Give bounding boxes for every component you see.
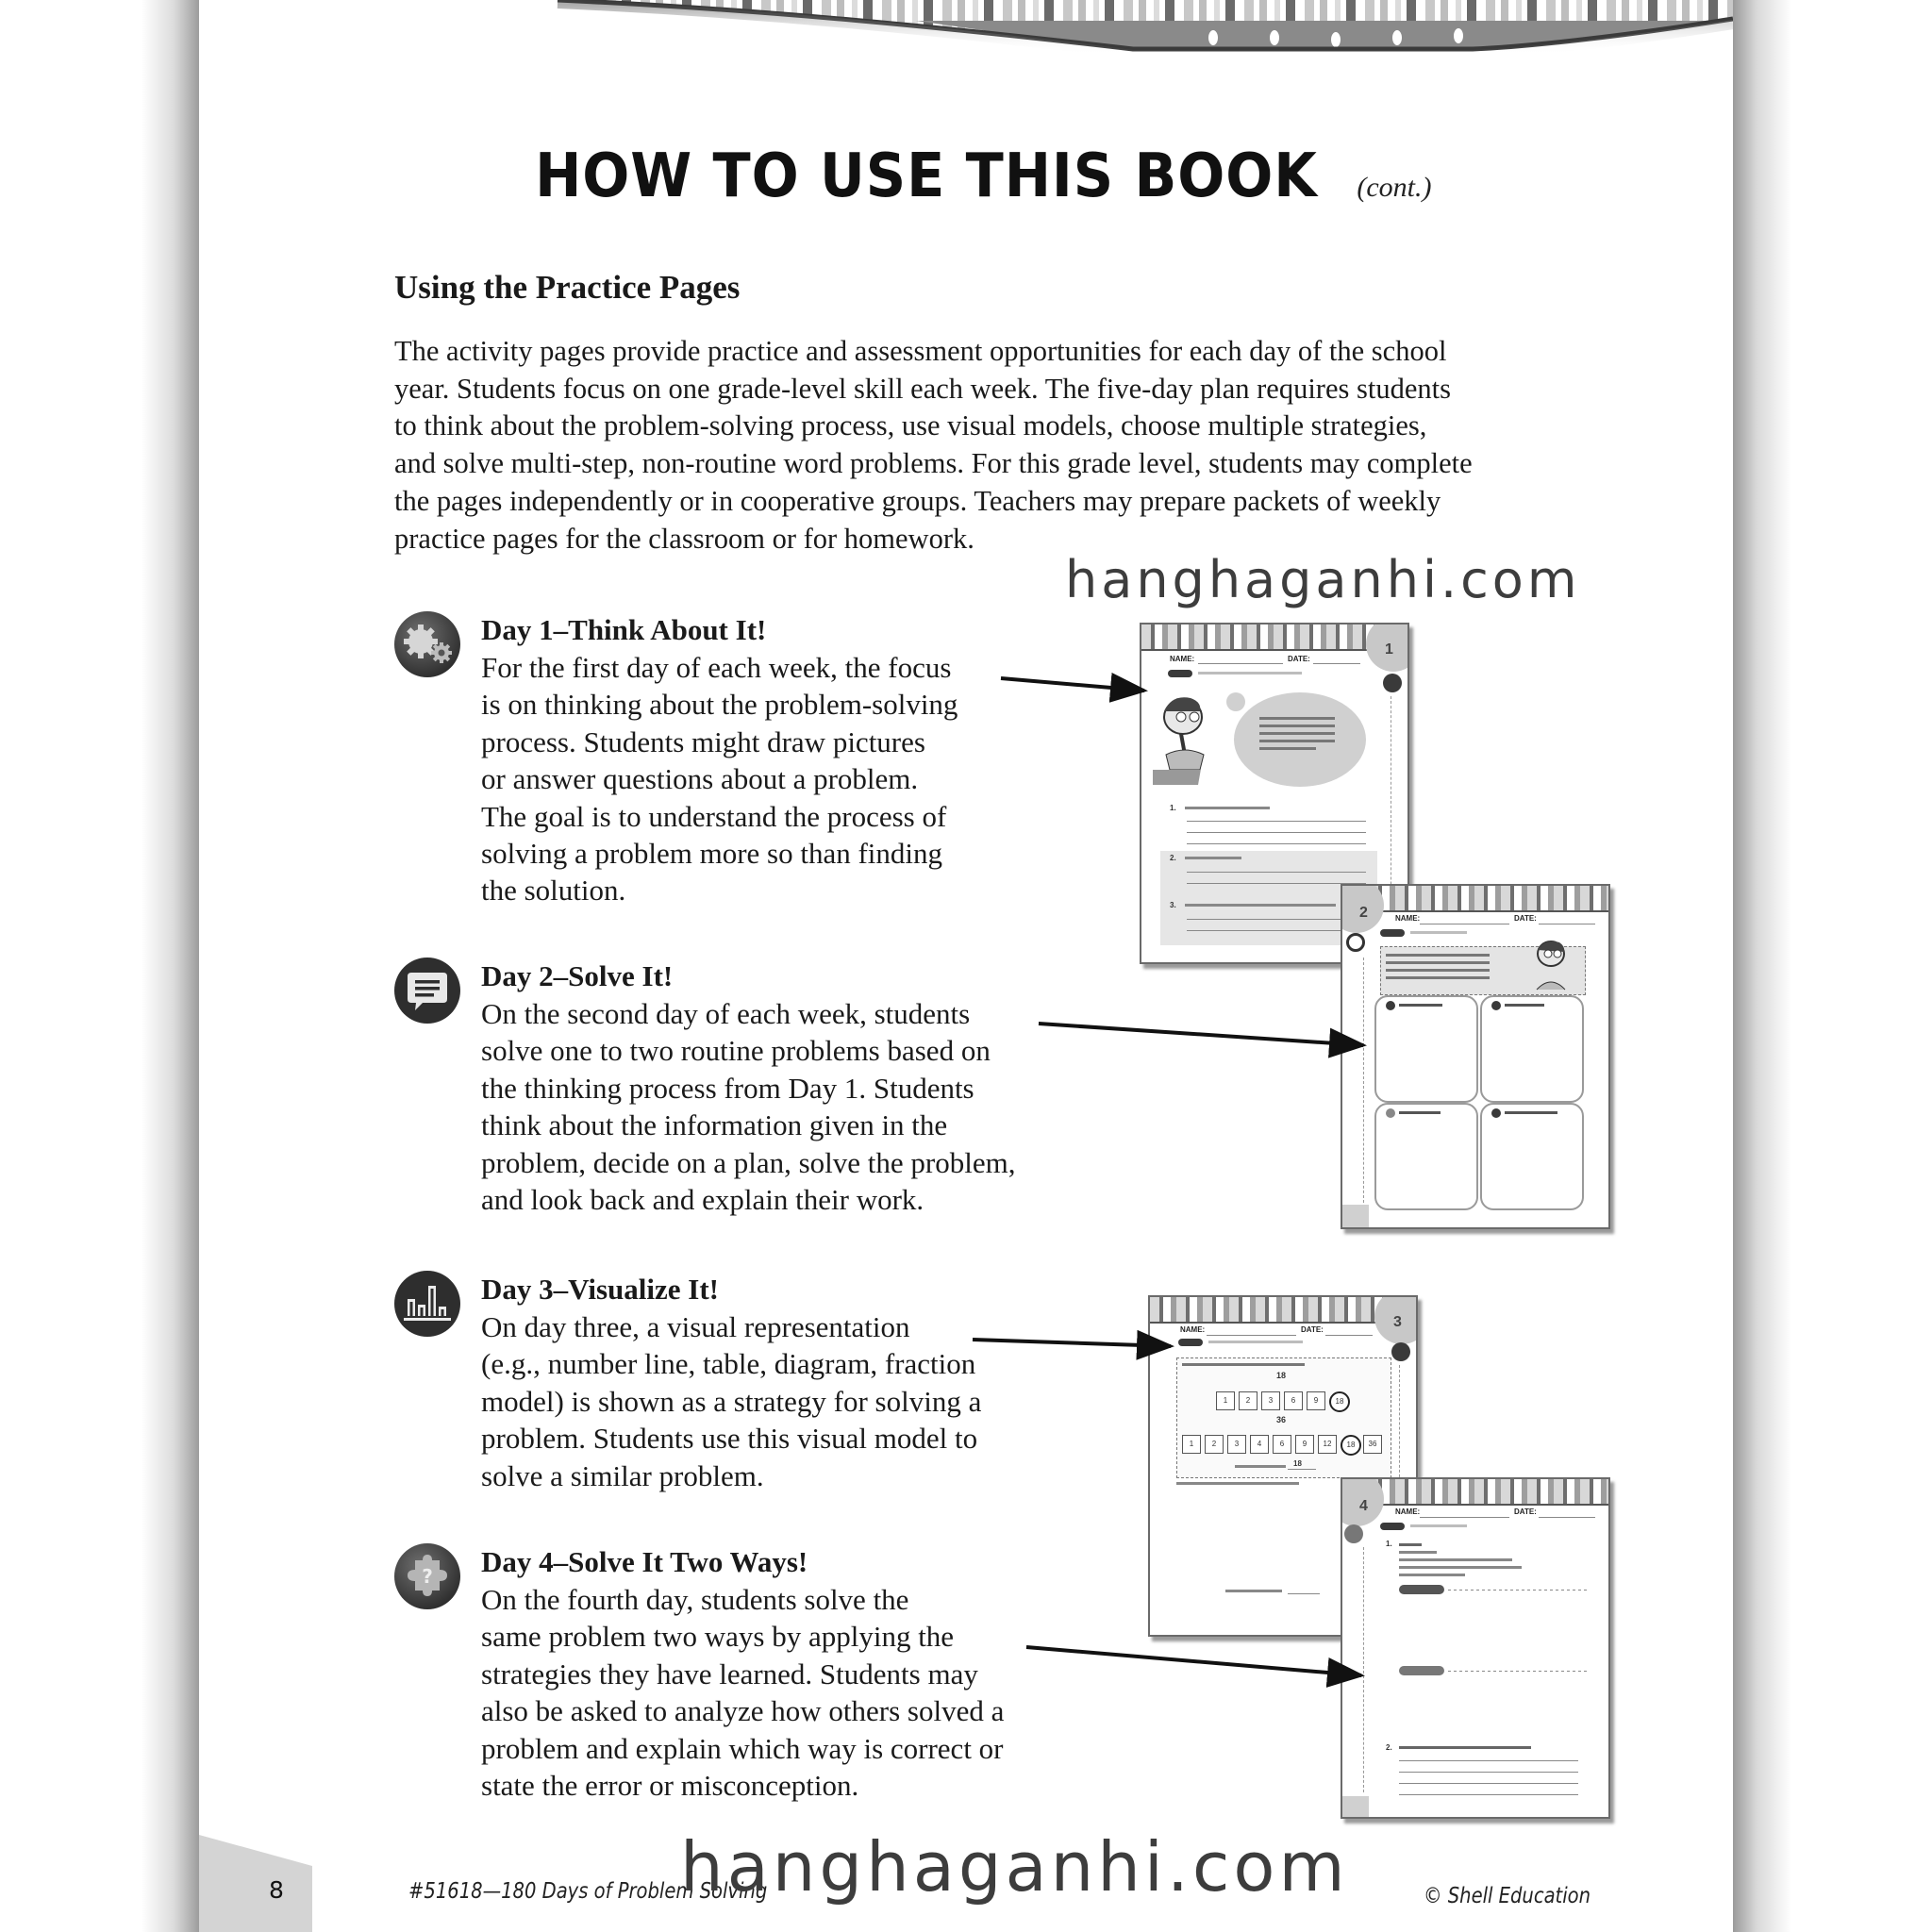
strategy-2-label <box>1399 1666 1444 1675</box>
boy-illustration <box>1527 937 1574 993</box>
gcf-answer: 18 <box>1293 1459 1302 1468</box>
day-1-line: The goal is to understand the process of <box>481 799 947 833</box>
day-2-line: and look back and explain their work. <box>481 1183 924 1217</box>
box-heading <box>1505 1111 1557 1114</box>
factor-box: 3 <box>1227 1435 1246 1454</box>
day-3-arrow <box>973 1340 1171 1346</box>
watermark-top: hanghaganhi.com <box>1065 550 1581 609</box>
directions-tag <box>1178 1339 1203 1346</box>
question-text <box>1399 1746 1531 1749</box>
answer-line <box>1187 843 1366 844</box>
factor-box-circled: 18 <box>1329 1391 1350 1412</box>
directions-text <box>1410 1524 1467 1527</box>
question-text <box>1185 807 1270 809</box>
problem-text <box>1259 747 1316 750</box>
answer-line <box>1399 1783 1578 1784</box>
day-1-arrow <box>1001 678 1144 691</box>
day-4-line: problem and explain which way is correct or <box>481 1731 1004 1765</box>
day-number: 3 <box>1393 1314 1402 1330</box>
answer-line <box>1187 930 1366 931</box>
factor-box: 9 <box>1307 1391 1325 1410</box>
answer-line <box>1399 1760 1578 1761</box>
factor-box: 6 <box>1273 1435 1291 1454</box>
day-4-text <box>481 1543 1004 1804</box>
factor-box: 3 <box>1261 1391 1280 1410</box>
directions-text <box>1198 672 1302 675</box>
problem-text <box>1386 969 1490 972</box>
day-1-line: the solution. <box>481 874 626 908</box>
problem-text <box>1386 961 1490 964</box>
day-1-text <box>481 611 958 909</box>
intro-line: practice pages for the classroom or for homework. <box>394 522 974 555</box>
answer-line <box>1187 872 1366 873</box>
name-label: NAME: <box>1170 655 1195 663</box>
gcf-answer-text <box>1235 1465 1286 1468</box>
date-label: DATE: <box>1288 655 1310 663</box>
day-2-line: problem, decide on a plan, solve the problem, <box>481 1145 1016 1179</box>
bar-chart-icon <box>394 1271 460 1337</box>
name-line <box>1198 663 1283 664</box>
name-line <box>1420 1517 1509 1518</box>
riddle-text <box>1399 1574 1465 1576</box>
date-label: DATE: <box>1514 914 1537 923</box>
tab-divider <box>1363 1547 1364 1792</box>
day-4-line: On the fourth day, students solve the <box>481 1583 909 1616</box>
intro-line: and solve multi-step, non-routine word problems. For this grade level, students may complete <box>394 447 1473 480</box>
page-number: 8 <box>269 1876 284 1904</box>
answer-line <box>1187 821 1366 822</box>
answer-line <box>1187 919 1366 920</box>
day-2-line: the thinking process from Day 1. Students <box>481 1071 974 1105</box>
directions-tag <box>1380 929 1405 937</box>
example-text <box>1182 1363 1305 1366</box>
page-title-suffix: (cont.) <box>1357 172 1432 203</box>
directions-text <box>1410 931 1467 934</box>
day-4-line: state the error or misconception. <box>481 1769 859 1803</box>
box-heading <box>1399 1004 1442 1007</box>
question-text <box>1176 1482 1299 1485</box>
intro-line: The activity pages provide practice and assessment opportunities for each day of the school <box>394 335 1447 367</box>
factor-box: 1 <box>1182 1435 1201 1454</box>
tab-divider <box>1363 958 1364 1203</box>
strategy-divider <box>1448 1590 1590 1591</box>
name-label: NAME: <box>1180 1325 1206 1334</box>
box-heading <box>1399 1111 1441 1114</box>
gears-icon <box>394 611 460 677</box>
day-1-line: process. Students might draw pictures <box>481 724 925 758</box>
day-1-line: For the first day of each week, the focus <box>481 651 952 684</box>
question-number: 2. <box>1170 854 1176 862</box>
day-4-line: strategies they have learned. Students may <box>481 1657 978 1690</box>
day-2-title: Day 2–Solve It! <box>481 959 674 992</box>
puzzle-icon <box>394 1543 460 1609</box>
name-line <box>1207 1335 1296 1336</box>
solve-the-problem-box <box>1374 1103 1478 1210</box>
factor-box: 9 <box>1295 1435 1314 1454</box>
day-2-line: On the second day of each week, students <box>481 997 971 1030</box>
solve-icon <box>1386 1108 1395 1118</box>
page-number-tab <box>199 1835 312 1932</box>
day-number: 2 <box>1359 905 1368 921</box>
tab-icon <box>1346 933 1365 952</box>
problem-text <box>1259 732 1335 735</box>
look-back-and-explain-box <box>1480 1103 1584 1210</box>
factor-tree-top-number: 18 <box>1276 1371 1287 1380</box>
strategy-1-label <box>1399 1585 1444 1594</box>
riddle-text <box>1399 1543 1422 1546</box>
gcf-answer-line <box>1288 1593 1320 1594</box>
day-2-line: solve one to two routine problems based on <box>481 1034 991 1068</box>
day-4-page-thumbnail <box>1341 1477 1610 1819</box>
answer-line <box>1399 1794 1578 1795</box>
intro-paragraph <box>394 333 1733 558</box>
intro-line: year. Students focus on one grade-level skill each week. The five-day plan requires students <box>394 372 1451 405</box>
striped-banner-decoration <box>199 0 1733 66</box>
factor-box: 6 <box>1284 1391 1303 1410</box>
page-left-shadow <box>142 0 200 1932</box>
question-number: 3. <box>1170 901 1176 909</box>
factor-box: 12 <box>1318 1435 1337 1454</box>
intro-line: the pages independently or in cooperative groups. Teachers may prepare packets of weekly <box>394 484 1441 517</box>
name-label: NAME: <box>1395 914 1421 923</box>
watermark-bottom: hanghaganhi.com <box>680 1827 1349 1907</box>
gcf-answer-line <box>1288 1469 1316 1470</box>
factor-box: 36 <box>1363 1435 1382 1454</box>
problem-text <box>1259 717 1335 720</box>
svg-text:?: ? <box>422 1565 433 1588</box>
document-page <box>199 0 1733 1932</box>
day-4-line: also be asked to analyze how others solved a <box>481 1694 1005 1728</box>
question-number: 1. <box>1170 804 1176 812</box>
intro-line: to think about the problem-solving process, use visual models, choose multiple strategies, <box>394 409 1427 442</box>
day-3-title: Day 3–Visualize It! <box>481 1273 719 1306</box>
day-1-line: solving a problem more so than finding <box>481 837 943 871</box>
answer-line <box>1399 1772 1578 1773</box>
gcf-answer-text <box>1225 1590 1282 1592</box>
factor-box: 2 <box>1239 1391 1257 1410</box>
day-3-line: problem. Students use this visual model to <box>481 1422 978 1456</box>
day-3-text <box>481 1271 981 1494</box>
riddle-text <box>1399 1566 1522 1569</box>
day-1-line: is on thinking about the problem-solving <box>481 688 958 722</box>
box-heading <box>1505 1004 1544 1007</box>
day-3-line: solve a similar problem. <box>481 1458 764 1492</box>
answer-line <box>1187 883 1366 884</box>
day-3-line: model) is shown as a strategy for solving a <box>481 1384 982 1418</box>
date-line <box>1325 1335 1373 1336</box>
day-2-arrow <box>1039 1024 1363 1045</box>
day-2-line: think about the information given in the <box>481 1108 948 1142</box>
footer-copyright: © Shell Education <box>1424 1884 1591 1908</box>
directions-tag <box>1380 1523 1405 1530</box>
name-label: NAME: <box>1395 1507 1421 1516</box>
page-title-block <box>199 142 1733 211</box>
riddle-text <box>1399 1551 1437 1554</box>
question-number: 2. <box>1386 1743 1392 1752</box>
day-4-title: Day 4–Solve It Two Ways! <box>481 1545 808 1578</box>
puzzle-tab-icon <box>1344 1524 1363 1543</box>
what-do-you-know-box <box>1374 995 1478 1103</box>
factor-box: 4 <box>1250 1435 1269 1454</box>
date-label: DATE: <box>1514 1507 1537 1516</box>
day-1-line: or answer questions about a problem. <box>481 762 919 796</box>
date-line <box>1313 663 1360 664</box>
section-heading: Using the Practice Pages <box>394 269 741 306</box>
day-3-line: (e.g., number line, table, diagram, fraction <box>481 1347 976 1381</box>
riddle-text <box>1399 1558 1512 1561</box>
tab-icon <box>1383 674 1402 692</box>
footer-book-title: #51618—180 Days of Problem Solving <box>408 1879 768 1904</box>
page-number-tab <box>1342 1796 1369 1817</box>
problem-text <box>1259 724 1335 727</box>
day-number: 1 <box>1385 641 1393 658</box>
factor-box: 1 <box>1216 1391 1235 1410</box>
lookback-icon <box>1491 1108 1501 1118</box>
thinking-boy-illustration <box>1153 689 1219 792</box>
strategy-divider <box>1448 1671 1590 1672</box>
speech-bubble-icon <box>394 958 460 1024</box>
answer-line <box>1187 832 1366 833</box>
thought-bubble-small <box>1226 692 1245 711</box>
directions-text <box>1208 1341 1303 1343</box>
problem-text <box>1386 954 1490 957</box>
factor-tree-top-number: 36 <box>1276 1415 1287 1424</box>
question-number: 1. <box>1386 1540 1392 1548</box>
date-label: DATE: <box>1301 1325 1324 1334</box>
question-text <box>1185 904 1336 907</box>
factor-box: 2 <box>1205 1435 1224 1454</box>
day-1-title: Day 1–Think About It! <box>481 613 767 646</box>
day-3-line: On day three, a visual representation <box>481 1310 910 1343</box>
what-is-your-plan-box <box>1480 995 1584 1103</box>
problem-text <box>1259 740 1335 742</box>
date-line <box>1539 1517 1595 1518</box>
page-number-tab <box>1342 1205 1369 1227</box>
bar-chart-tab-icon <box>1391 1342 1410 1361</box>
question-text <box>1185 857 1241 859</box>
question-icon <box>1386 1001 1395 1010</box>
directions-tag <box>1168 670 1192 677</box>
day-4-arrow <box>1026 1647 1361 1675</box>
page-title: HOW TO USE THIS BOOK <box>534 142 1318 211</box>
problem-text <box>1386 976 1490 979</box>
pencil-icon <box>1491 1001 1501 1010</box>
day-2-text <box>481 958 1015 1218</box>
day-number: 4 <box>1359 1498 1368 1514</box>
day-2-page-thumbnail <box>1341 884 1610 1229</box>
day-4-line: same problem two ways by applying the <box>481 1620 955 1654</box>
page-right-shadow <box>1733 0 1791 1932</box>
factor-box-circled: 18 <box>1341 1435 1361 1456</box>
